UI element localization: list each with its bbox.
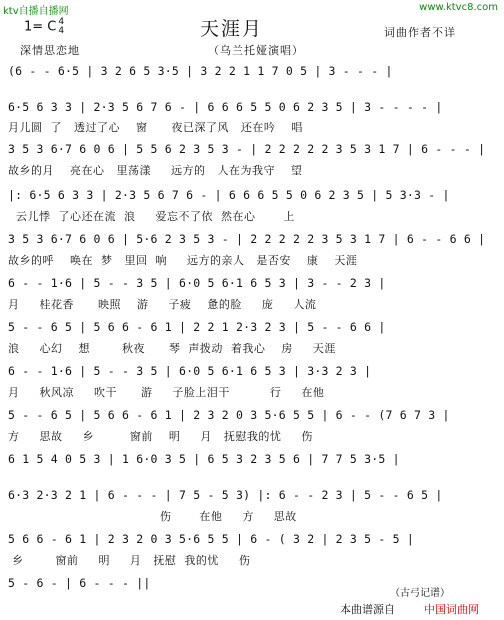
score-line: 5 - 6 - | 6 - - - || [8, 576, 151, 590]
lyric-line: 月 桂花香 映照 游 子疲 惫的脸 庞 人流 [8, 298, 317, 311]
lyric-line: 伤 在他 方 思故 [8, 510, 297, 523]
lyric-line: 浪 心幻 想 秋夜 琴 声拨动 着我心 房 天涯 [8, 342, 336, 355]
score-line: 5 6 6 - 6 1 | 2 3 2 0 3 5·6 5 5 | 6 - ( 3 2 | 2 3 5 - 5 | [8, 532, 415, 546]
score-line: 3 5 3 6·7 6 0 6 | 5 5 6 2 3 5 3 - | 2 2 2 2 2 3 5 3 1 7 | 6 - - - | [8, 142, 486, 156]
score-line: 6 - - 1·6 | 5 - - 3 5 | 6·0 5 6·1 6 5 3 | 3·3 2 3 | [8, 364, 372, 378]
score-line: 5 - - 6 5 | 5 6 6 - 6 1 | 2 2 1 2·3 2 3 | 5 - - 6 6 | [8, 320, 386, 334]
score-line: 6·3 2·3 2 1 | 6 - - - | 7 5 - 5 3) |: 6 - - 2 3 | 5 - - 6 5 | [8, 488, 443, 502]
watermark-top-right: www.ktvc8.com [419, 2, 498, 13]
source-site-name: 中国词曲网 [424, 603, 479, 616]
lyric-line: 故乡的呼 唤在 梦 里回 响 远方的亲人 是否安 康 天涯 [8, 254, 358, 267]
credit-performer: （乌兰托娅演唱） [208, 44, 304, 57]
transcriber-credit: （古弓记谱） [390, 588, 450, 599]
key-text: 1= C [24, 19, 57, 35]
lyric-line: 云儿悸 了心还在流 浪 爱忘不了依 然在心 上 [8, 210, 295, 223]
score-line: 6·5 6 3 3 | 2·3 5 6 7 6 - | 6 6 6 5 5 0 6 2 3 5 | 3 - - - - | [8, 100, 443, 114]
score-line: |: 6·5 6 3 3 | 2·3 5 6 7 6 - | 6 6 6 5 5 0 6 2 3 5 | 5 3·3 - | [8, 188, 450, 202]
score-line: 6 1 5 4 0 5 3 | 1 6·0 3 5 | 6 5 3 2 3 5 6 | 7 7 5 3·5 | [8, 452, 400, 466]
key-signature [24, 18, 64, 36]
score-line: 6 - - 1·6 | 5 - - 3 5 | 6·0 5 6·1 6 5 3 | 3 - - 2 3 | [8, 276, 386, 290]
lyric-line: 月儿圆 了 透过了心 窗 夜已深了风 还在吟 唱 [8, 121, 303, 134]
score-line: (6 - - 6·5 | 3 2 6 5 3·5 | 3 2 2 1 1 7 0 5 | 3 - - - | [8, 64, 393, 78]
time-signature [58, 18, 64, 36]
lyric-line: 方 思故 乡 窗前 明 月 抚慰我的忧 伤 [8, 430, 313, 443]
score-line: 5 - - 6 5 | 5 6 6 - 6 1 | 2 3 2 0 3 5·6 5 5 | 6 - - (7 6 7 3 | [8, 408, 450, 422]
source-label: 本曲谱源自 [340, 603, 395, 616]
lyric-line: 故乡的月 亮在心 里荡漾 远方的 人在为我守 望 [8, 164, 303, 177]
tempo-marking: 深情思恋地 [20, 44, 80, 57]
lyric-line: 乡 窗前 明 月 抚慰 我的忧 伤 [8, 554, 251, 567]
lyric-line: 月 秋风凉 吹干 游 子脸上泪干 行 在他 [8, 386, 325, 399]
credit-composer: 词曲作者不详 [384, 26, 456, 39]
time-top: 4 [58, 17, 65, 27]
watermark-top-left: ktv自播自播网 [3, 6, 69, 17]
score-line: 3 5 3 6·7 6 0 6 | 5·6 2 3 5 3 - | 2 2 2 2 2 3 5 3 1 7 | 6 - - 6 6 | [8, 232, 486, 246]
song-title: 天涯月 [200, 18, 264, 40]
time-bottom: 4 [58, 26, 65, 36]
